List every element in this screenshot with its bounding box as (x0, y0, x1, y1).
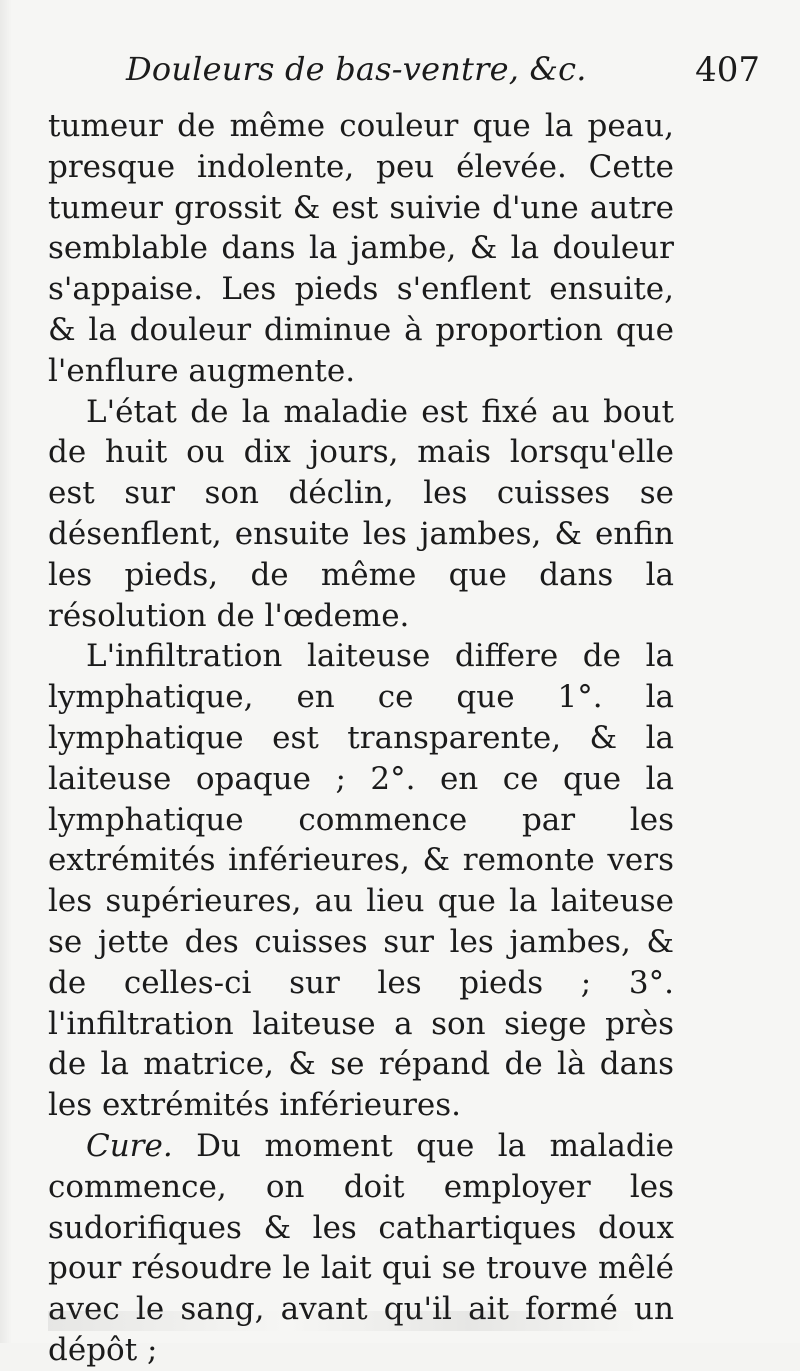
paragraph-4 (48, 1126, 674, 1371)
body-text (48, 106, 674, 1371)
paragraph-4-lead: Cure. (86, 1127, 173, 1164)
running-head (48, 34, 760, 106)
page-edge-shadow (0, 0, 12, 1343)
running-title: Douleurs de bas-ventre, &c. (126, 50, 587, 88)
paragraph-2: L'état de la maladie est fixé au bout de huit ou dix jours, mais lorsqu'elle est sur son déclin, les cuisses se désenflent, ensuite les jambes, & enfin les pieds, de même que dans la résolution de l'œdeme. (48, 393, 674, 634)
show-through-text (48, 1311, 648, 1331)
paragraph-3: L'infiltration laiteuse differe de la lymphatique, en ce que 1°. la lymphatique est transparente, & la laiteuse opaque ; 2°. en ce que la lymphatique commence par les extrémités inférieures, & remonte vers les supérieures, au lieu que la laiteuse se jette des cuisses sur les jambes, & de celles-ci sur les pieds ; 3°. l'infiltration laiteuse a son siege près de la matrice, & se répand de là dans les extrémités inférieures. (48, 638, 674, 1124)
paragraph-1: tumeur de même couleur que la peau, presque indolente, peu élevée. Cette tumeur grossit & est suivie d'une autre semblable dans la jambe, & la douleur s'appaise. Les pieds s'enflent ensuite, & la douleur diminue à proportion que l'enflure augmente. (48, 108, 674, 389)
page-number: 407 (695, 50, 760, 90)
paragraph-4-text: Du moment que la maladie commence, on doit employer les sudorifiques & les cathartiques doux pour résoudre le lait qui se trouve mêlé avec le sang, avant qu'il ait formé un dépôt ; (48, 1127, 674, 1368)
